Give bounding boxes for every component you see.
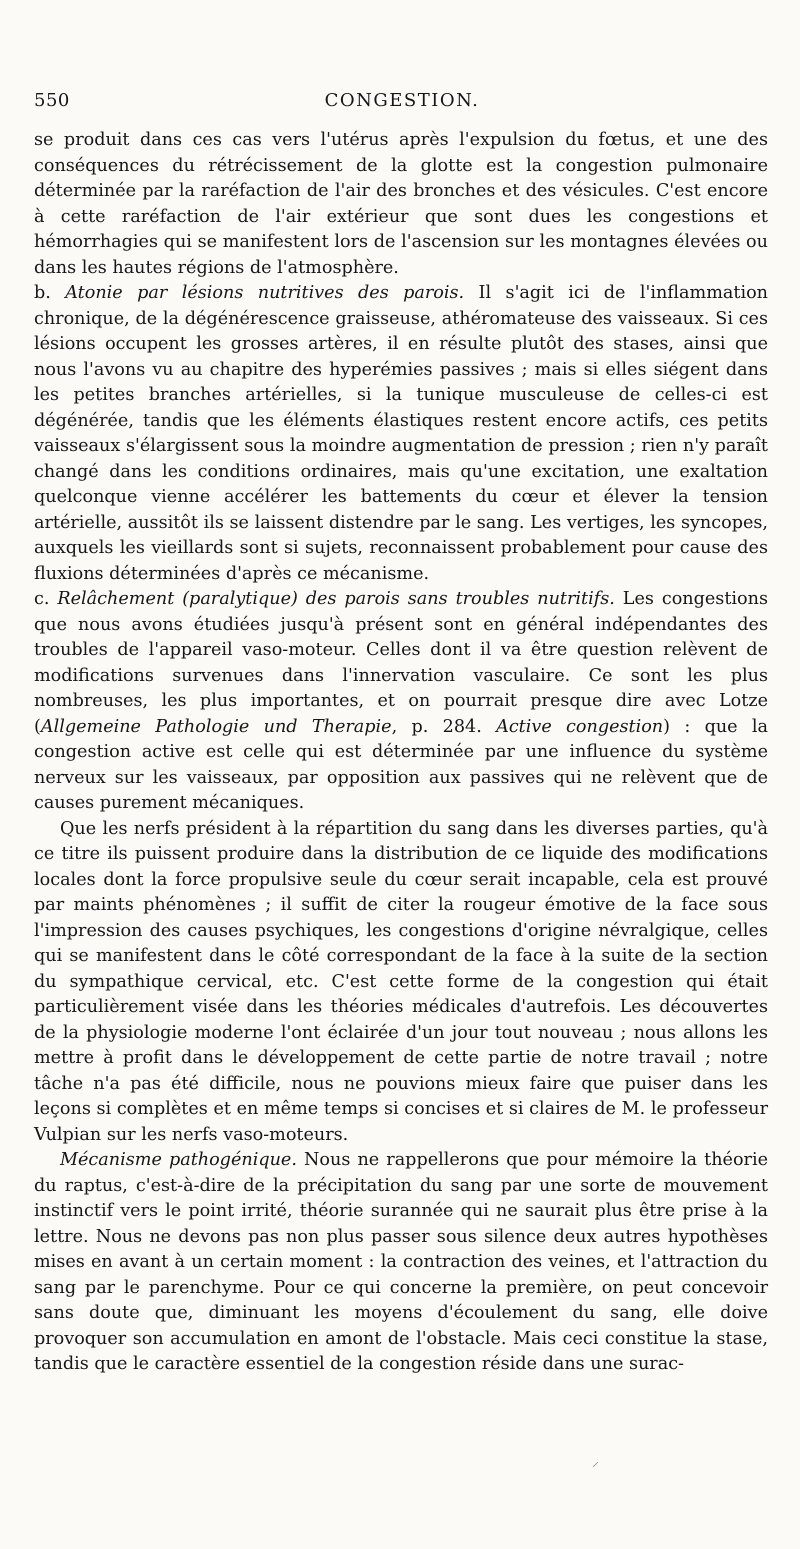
italic-phrase: Mécanisme pathogénique. [60, 1150, 297, 1170]
text-run: , p. 284. [391, 716, 497, 737]
body-text [34, 128, 768, 1378]
italic-phrase: Active congestion [496, 716, 664, 737]
paragraph [34, 128, 768, 281]
text-run: Les congestions que nous avons étudiées jusqu'à présent sont en général indépendantes des troubles de l'appareil vaso-moteur. Celles dont il va être question relèvent de modifications survenues dans l'innervation vasculaire. Ce sont les plus nombreuses, les plus importantes, et on pourrait presque dire avec Lotze ( [34, 589, 768, 737]
italic-phrase: Atonie par lésions nutritives des parois. [65, 283, 465, 303]
running-header [34, 90, 770, 116]
print-speck: ⸝ [592, 1454, 599, 1470]
text-run: b. [34, 283, 66, 303]
italic-phrase: Allgemeine Pathologie und Therapie [40, 716, 392, 737]
text-run: se produit dans ces cas vers l'utérus après l'expulsion du fœtus, et une des conséquences du rétrécissement de la glotte est la congestion pulmonaire déterminée par la raréfaction de l'air des bronches et des vésicules. C'est encore à cette raréfaction de l'air extérieur que sont dues les congestions et hémorrhagies qui se manifestent lors de l'ascension sur les montagnes élevées ou dans les hautes régions de l'atmosphère. [34, 130, 768, 278]
text-run: Il s'agit ici de l'inflammation chronique, de la dégénérescence graisseuse, athéromateuse des vaisseaux. Si ces lésions occupent les grosses artères, il en résulte plutôt des stases, ainsi que nous l'avons vu au chapitre des hyperémies passives ; mais si elles siégent dans les petites branches artérielles, si la tunique musculeuse de celles-ci est dégénérée, tandis que les éléments élastiques restent encore actifs, ces petits vaisseaux s'élargissent sous la moindre augmentation de pression ; rien n'y paraît changé dans les conditions ordinaires, mais qu'une excitation, une exaltation quelconque vienne accélérer les battements du cœur et élever la tension artérielle, aussitôt ils se laissent distendre par le sang. Les vertiges, les syncopes, auxquels les vieillards sont si sujets, reconnaissent probablement pour cause des fluxions déterminées d'après ce mécanisme. [34, 283, 768, 584]
paragraph [34, 1148, 768, 1378]
text-run: ) : que la congestion active est celle qui est déterminée par une influence du système nerveux sur les vaisseaux, par opposition aux passives qui ne relèvent que de causes purement mécaniques. [34, 716, 768, 813]
text-run: Nous ne rappellerons que pour mémoire la théorie du raptus, c'est-à-dire de la précipitation du sang par une sorte de mouvement instinctif vers le point irrité, théorie surannée qui ne saurait plus être prise à la lettre. Nous ne devons pas non plus passer sous silence deux autres hypothèses mises en avant à un certain moment : la contraction des veines, et l'attraction du sang par le parenchyme. Pour ce qui concerne la première, on peut concevoir sans doute que, diminuant les moyens d'écoulement du sang, elle doive provoquer son accumulation en amont de l'obstacle. Mais ceci constitue la stase, tandis que le caractère essentiel de la congestion réside dans une surac- [34, 1150, 768, 1374]
text-run: Que les nerfs président à la répartition du sang dans les diverses parties, qu'à ce titre ils puissent produire dans la distribution de ce liquide des modifications locales dont la force propulsive seule du cœur serait incapable, cela est prouvé par maints phénomènes ; il suffit de citer la rougeur émotive de la face sous l'impression des causes psychiques, les congestions d'origine névralgique, celles qui se manifestent dans le côté correspondant de la face à la suite de la section du sympathique cervical, etc. C'est cette forme de la congestion qui était particulièrement visée dans les théories médicales d'autrefois. Les découvertes de la physiologie moderne l'ont éclairée d'un jour tout nouveau ; nous allons les mettre à profit dans le développement de cette partie de notre travail ; notre tâche n'a pas été difficile, nous ne pouvions mieux faire que puiser dans les leçons si complètes et en même temps si concises et si claires de M. le professeur Vulpian sur les nerfs vaso-moteurs. [34, 818, 768, 1145]
running-title: CONGESTION. [324, 90, 480, 111]
paragraph [34, 817, 768, 1149]
italic-phrase: Relâchement (paralytique) des parois sans troubles nutritifs. [57, 589, 615, 609]
paragraph [34, 587, 768, 817]
text-run: c. [34, 589, 58, 609]
paragraph [34, 281, 768, 587]
page-number: 550 [34, 90, 70, 111]
